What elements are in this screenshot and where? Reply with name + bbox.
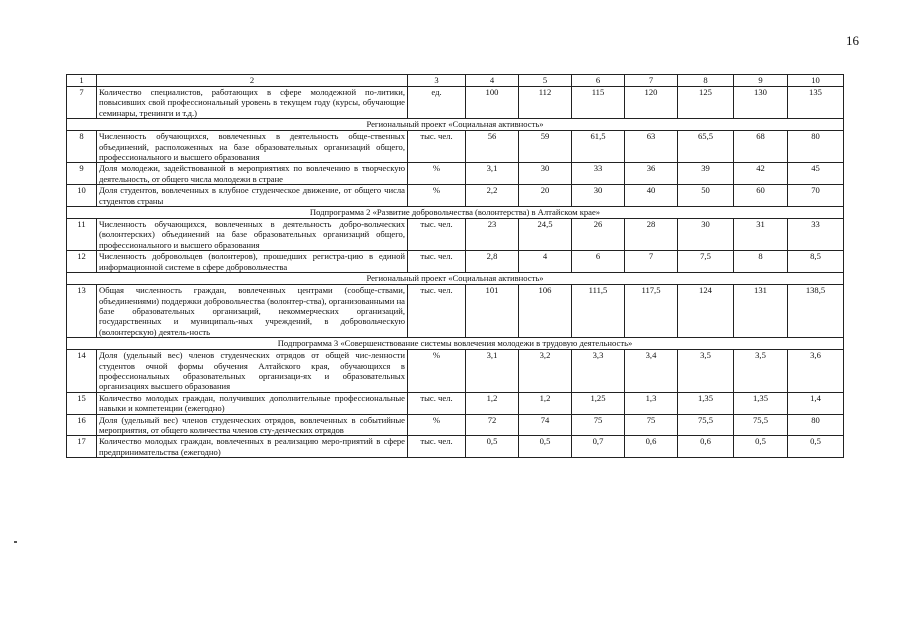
value-cell: 74 (519, 414, 572, 436)
value-cell: 7,5 (678, 251, 734, 273)
value-cell: 24,5 (519, 219, 572, 251)
indicator-name: Доля молодежи, задействованной в мероприятиях по вовлечению в творческую деятельность, от общего числа молодежи в стране (97, 163, 408, 185)
value-cell: 39 (678, 163, 734, 185)
column-number: 5 (519, 75, 572, 87)
indicator-name: Доля студентов, вовлеченных в клубное студенческое движение, от общего числа студентов страны (97, 185, 408, 207)
value-cell: 0,6 (625, 436, 678, 458)
value-cell: 75,5 (678, 414, 734, 436)
value-cell: 63 (625, 131, 678, 163)
unit-cell: тыс. чел. (408, 251, 466, 273)
value-cell: 50 (678, 185, 734, 207)
column-number: 3 (408, 75, 466, 87)
indicator-name: Доля (удельный вес) членов студенческих отрядов, вовлеченных в событийные мероприятия, от общего количества членов сту-денческих отрядов (97, 414, 408, 436)
table-row (67, 163, 844, 185)
value-cell: 6 (572, 251, 625, 273)
column-number: 8 (678, 75, 734, 87)
column-number: 7 (625, 75, 678, 87)
value-cell: 3,6 (788, 350, 844, 393)
value-cell: 28 (625, 219, 678, 251)
value-cell: 33 (788, 219, 844, 251)
value-cell: 40 (625, 185, 678, 207)
row-number: 13 (67, 285, 97, 338)
value-cell: 75 (625, 414, 678, 436)
value-cell: 1,25 (572, 392, 625, 414)
value-cell: 70 (788, 185, 844, 207)
value-cell: 75 (572, 414, 625, 436)
indicator-name: Доля (удельный вес) членов студенческих отрядов от общей чис-ленности студентов очной формы обучения Алтайского края, обучающихся в профессиональных образовательных организаци-ях и образовательных организациях высшего образования (97, 350, 408, 393)
value-cell: 130 (734, 87, 788, 119)
value-cell: 0,6 (678, 436, 734, 458)
value-cell: 3,1 (466, 163, 519, 185)
value-cell: 2,8 (466, 251, 519, 273)
scan-mark (14, 541, 17, 543)
indicator-name: Количество молодых граждан, получивших дополнительные профессиональные навыки и компетенции (ежегодно) (97, 392, 408, 414)
table-row (67, 392, 844, 414)
value-cell: 2,2 (466, 185, 519, 207)
value-cell: 59 (519, 131, 572, 163)
column-number: 9 (734, 75, 788, 87)
indicator-name: Количество молодых граждан, вовлеченных в реализацию меро-приятий в сфере предпринимательства (ежегодно) (97, 436, 408, 458)
table-row (67, 350, 844, 393)
table-row (67, 131, 844, 163)
value-cell: 120 (625, 87, 678, 119)
column-number: 10 (788, 75, 844, 87)
value-cell: 3,1 (466, 350, 519, 393)
value-cell: 20 (519, 185, 572, 207)
value-cell: 106 (519, 285, 572, 338)
column-number-row (67, 75, 844, 87)
value-cell: 0,5 (466, 436, 519, 458)
value-cell: 61,5 (572, 131, 625, 163)
value-cell: 26 (572, 219, 625, 251)
unit-cell: тыс. чел. (408, 285, 466, 338)
table-row (67, 414, 844, 436)
page-number: 16 (846, 33, 859, 48)
row-number: 9 (67, 163, 97, 185)
section-header-row (67, 119, 844, 131)
value-cell: 1,2 (519, 392, 572, 414)
value-cell: 56 (466, 131, 519, 163)
column-number: 1 (67, 75, 97, 87)
value-cell: 0,5 (788, 436, 844, 458)
value-cell: 1,35 (678, 392, 734, 414)
value-cell: 117,5 (625, 285, 678, 338)
column-number: 4 (466, 75, 519, 87)
value-cell: 8,5 (788, 251, 844, 273)
section-title: Региональный проект «Социальная активность» (67, 273, 844, 285)
value-cell: 101 (466, 285, 519, 338)
value-cell: 68 (734, 131, 788, 163)
unit-cell: % (408, 414, 466, 436)
value-cell: 0,5 (519, 436, 572, 458)
value-cell: 30 (519, 163, 572, 185)
value-cell: 45 (788, 163, 844, 185)
value-cell: 135 (788, 87, 844, 119)
value-cell: 3,2 (519, 350, 572, 393)
row-number: 11 (67, 219, 97, 251)
value-cell: 131 (734, 285, 788, 338)
unit-cell: тыс. чел. (408, 436, 466, 458)
row-number: 8 (67, 131, 97, 163)
value-cell: 125 (678, 87, 734, 119)
value-cell: 33 (572, 163, 625, 185)
value-cell: 72 (466, 414, 519, 436)
value-cell: 100 (466, 87, 519, 119)
unit-cell: тыс. чел. (408, 131, 466, 163)
table-row (67, 251, 844, 273)
value-cell: 4 (519, 251, 572, 273)
unit-cell: % (408, 163, 466, 185)
value-cell: 138,5 (788, 285, 844, 338)
unit-cell: тыс. чел. (408, 392, 466, 414)
table-row (67, 87, 844, 119)
value-cell: 111,5 (572, 285, 625, 338)
value-cell: 23 (466, 219, 519, 251)
section-title: Региональный проект «Социальная активность» (67, 119, 844, 131)
value-cell: 1,4 (788, 392, 844, 414)
value-cell: 3,5 (734, 350, 788, 393)
value-cell: 112 (519, 87, 572, 119)
table-row (67, 285, 844, 338)
value-cell: 75,5 (734, 414, 788, 436)
value-cell: 31 (734, 219, 788, 251)
row-number: 17 (67, 436, 97, 458)
value-cell: 30 (572, 185, 625, 207)
table-row (67, 185, 844, 207)
table-row (67, 436, 844, 458)
value-cell: 8 (734, 251, 788, 273)
section-header-row (67, 338, 844, 350)
column-number: 2 (97, 75, 408, 87)
row-number: 7 (67, 87, 97, 119)
unit-cell: ед. (408, 87, 466, 119)
indicator-name: Численность добровольцев (волонтеров), прошедших регистра-цию в единой информационной системе в сфере добровольчества (97, 251, 408, 273)
row-number: 15 (67, 392, 97, 414)
value-cell: 3,3 (572, 350, 625, 393)
section-title: Подпрограмма 3 «Совершенствование системы вовлечения молодежи в трудовую деятельность» (67, 338, 844, 350)
unit-cell: % (408, 185, 466, 207)
row-number: 16 (67, 414, 97, 436)
value-cell: 7 (625, 251, 678, 273)
indicator-name: Численность обучающихся, вовлеченных в деятельность добро-вольческих (волонтерских) объединений на базе образовательных организаций общего, профессионального и высшего образования (97, 219, 408, 251)
row-number: 14 (67, 350, 97, 393)
value-cell: 0,7 (572, 436, 625, 458)
value-cell: 1,2 (466, 392, 519, 414)
value-cell: 0,5 (734, 436, 788, 458)
unit-cell: тыс. чел. (408, 219, 466, 251)
value-cell: 80 (788, 414, 844, 436)
section-title: Подпрограмма 2 «Развитие добровольчества (волонтерства) в Алтайском крае» (67, 207, 844, 219)
unit-cell: % (408, 350, 466, 393)
row-number: 10 (67, 185, 97, 207)
indicator-name: Количество специалистов, работающих в сфере молодежной по-литики, повысивших свой профессиональный уровень в текущем году (курсы, обучающие семинары, тренинги и т.д.) (97, 87, 408, 119)
indicators-table (66, 74, 844, 458)
indicator-name: Общая численность граждан, вовлеченных центрами (сообще-ствами, объединениями) поддержки добровольчества (волонтер-ства), организованными на базе образовательных организаций, некоммерческих организаций, государственных и муниципаль-ных учреждений, в добровольческую (волонтерскую) деятель-ность (97, 285, 408, 338)
value-cell: 1,3 (625, 392, 678, 414)
value-cell: 30 (678, 219, 734, 251)
value-cell: 80 (788, 131, 844, 163)
value-cell: 65,5 (678, 131, 734, 163)
table-body (67, 75, 844, 458)
value-cell: 3,4 (625, 350, 678, 393)
indicator-name: Численность обучающихся, вовлеченных в деятельность обще-ственных объединений, расположенных на базе образовательных организаций общего, профессионального и высшего образования (97, 131, 408, 163)
section-header-row (67, 273, 844, 285)
value-cell: 36 (625, 163, 678, 185)
value-cell: 1,35 (734, 392, 788, 414)
value-cell: 124 (678, 285, 734, 338)
value-cell: 60 (734, 185, 788, 207)
section-header-row (67, 207, 844, 219)
table-row (67, 219, 844, 251)
column-number: 6 (572, 75, 625, 87)
value-cell: 42 (734, 163, 788, 185)
value-cell: 3,5 (678, 350, 734, 393)
value-cell: 115 (572, 87, 625, 119)
row-number: 12 (67, 251, 97, 273)
